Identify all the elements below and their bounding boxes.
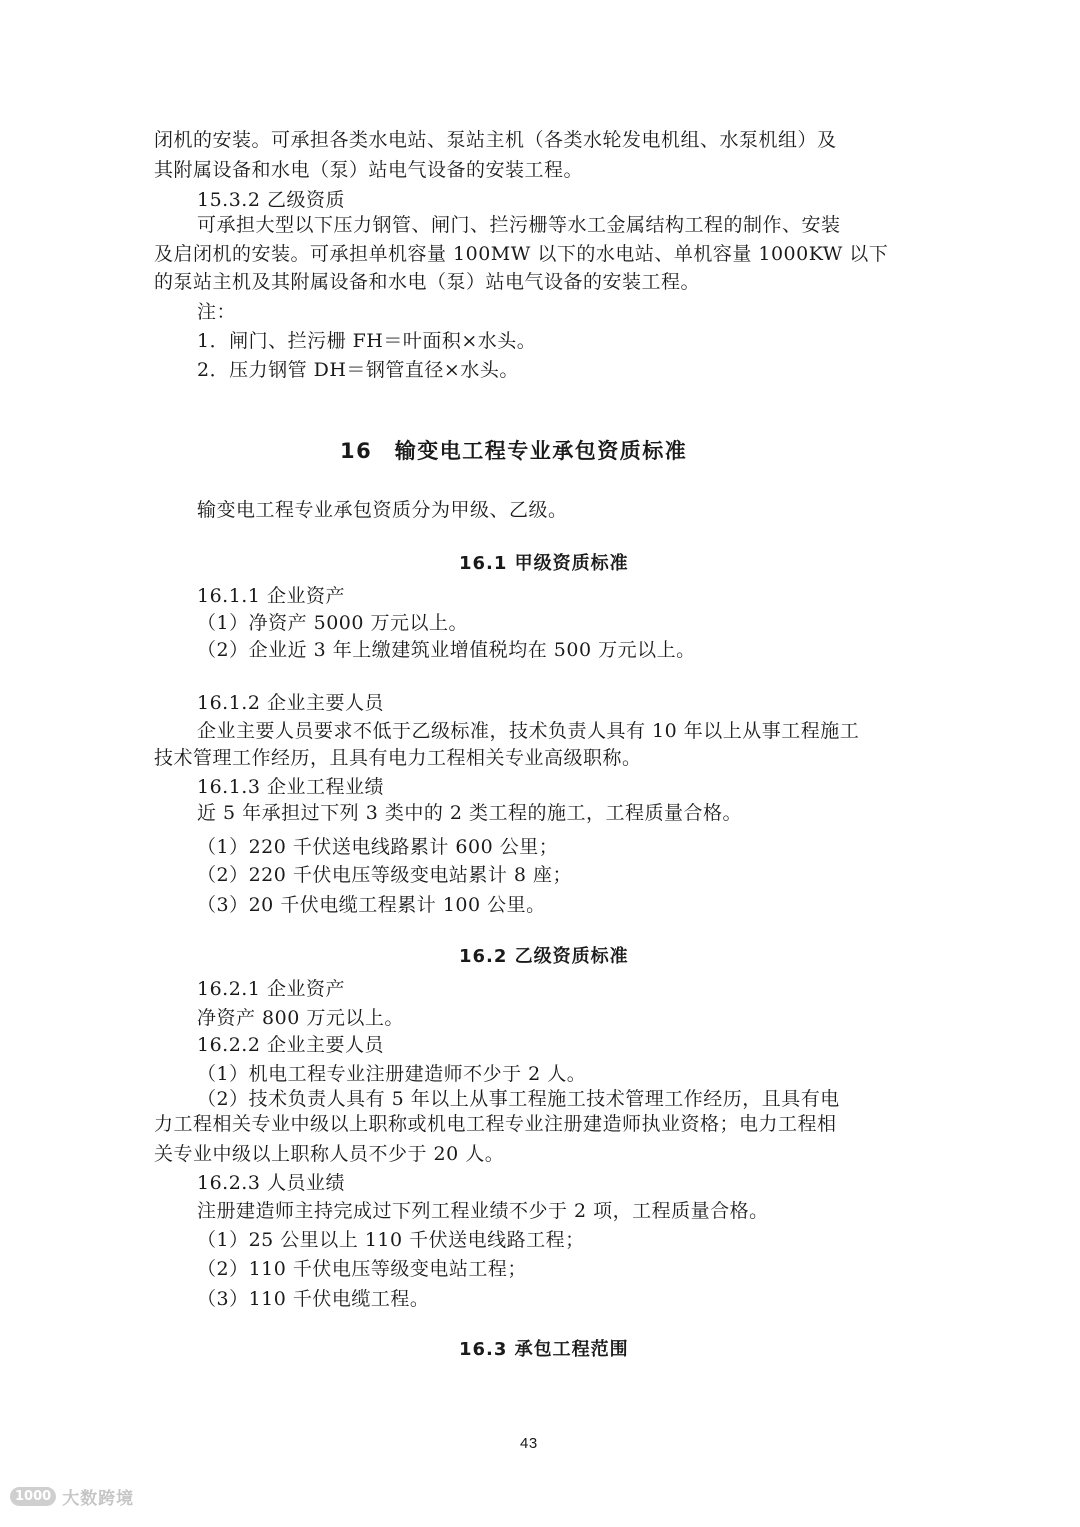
list-item: （2）220 千伏电压等级变电站累计 8 座； — [197, 864, 573, 886]
text-line: 净资产 800 万元以上。 — [197, 1007, 404, 1029]
section-heading: 16.2 乙级资质标准 — [459, 946, 629, 967]
subsection-heading: 16.2.2 企业主要人员 — [197, 1034, 384, 1056]
text-line: 其附属设备和水电（泵）站电气设备的安装工程。 — [154, 159, 584, 181]
list-item: （2）技术负责人具有 5 年以上从事工程施工技术管理工作经历，且具有电 — [197, 1088, 840, 1110]
list-item: （3）20 千伏电缆工程累计 100 公里。 — [197, 894, 546, 916]
text-line: 可承担大型以下压力钢管、闸门、拦污栅等水工金属结构工程的制作、安装 — [197, 214, 841, 236]
subsection-heading: 15.3.2 乙级资质 — [197, 189, 345, 211]
subsection-heading: 16.1.2 企业主要人员 — [197, 692, 384, 714]
list-item: （3）110 千伏电缆工程。 — [197, 1288, 430, 1310]
text-line: 技术管理工作经历，且具有电力工程相关专业高级职称。 — [154, 747, 642, 769]
section-heading: 16.1 甲级资质标准 — [459, 553, 629, 574]
watermark — [10, 1480, 134, 1512]
subsection-heading: 16.2.1 企业资产 — [197, 978, 345, 1000]
watermark-text: 大数跨境 — [62, 1488, 135, 1509]
watermark-logo-icon: 1000 — [10, 1487, 56, 1506]
text-line: 闭机的安装。可承担各类水电站、泵站主机（各类水轮发电机组、水泵机组）及 — [154, 129, 837, 151]
text-line: 及启闭机的安装。可承担单机容量 100MW 以下的水电站、单机容量 1000KW 以下 — [154, 243, 889, 265]
list-item: （2）110 千伏电压等级变电站工程； — [197, 1258, 527, 1280]
note-label: 注： — [197, 301, 237, 323]
subsection-heading: 16.2.3 人员业绩 — [197, 1172, 345, 1194]
text-line: 注册建造师主持完成过下列工程业绩不少于 2 项，工程质量合格。 — [197, 1200, 769, 1222]
text-line: 企业主要人员要求不低于乙级标准，技术负责人具有 10 年以上从事工程施工 — [197, 720, 860, 742]
text-line: 近 5 年承担过下列 3 类中的 2 类工程的施工，工程质量合格。 — [197, 802, 743, 824]
list-item: （1）净资产 5000 万元以上。 — [197, 612, 469, 634]
subsection-heading: 16.1.3 企业工程业绩 — [197, 776, 384, 798]
page-number: 43 — [520, 1435, 538, 1452]
list-item: （1）220 千伏送电线路累计 600 公里； — [197, 836, 559, 858]
note-item: 2．压力钢管 DH＝钢管直径×水头。 — [197, 359, 519, 381]
text-line: 力工程相关专业中级以上职称或机电工程专业注册建造师执业资格；电力工程相 — [154, 1113, 837, 1135]
list-item: （2）企业近 3 年上缴建筑业增值税均在 500 万元以上。 — [197, 639, 696, 661]
note-item: 1．闸门、拦污栅 FH＝叶面积×水头。 — [197, 330, 537, 352]
list-item: （1）25 公里以上 110 千伏送电线路工程； — [197, 1229, 585, 1251]
text-line: 关专业中级以上职称人员不少于 20 人。 — [154, 1143, 505, 1165]
text-line: 的泵站主机及其附属设备和水电（泵）站电气设备的安装工程。 — [154, 271, 701, 293]
list-item: （1）机电工程专业注册建造师不少于 2 人。 — [197, 1063, 587, 1085]
section-heading: 16.3 承包工程范围 — [459, 1339, 629, 1360]
chapter-title: 16 输变电工程专业承包资质标准 — [340, 439, 688, 463]
subsection-heading: 16.1.1 企业资产 — [197, 585, 345, 607]
text-line: 输变电工程专业承包资质分为甲级、乙级。 — [197, 499, 568, 521]
